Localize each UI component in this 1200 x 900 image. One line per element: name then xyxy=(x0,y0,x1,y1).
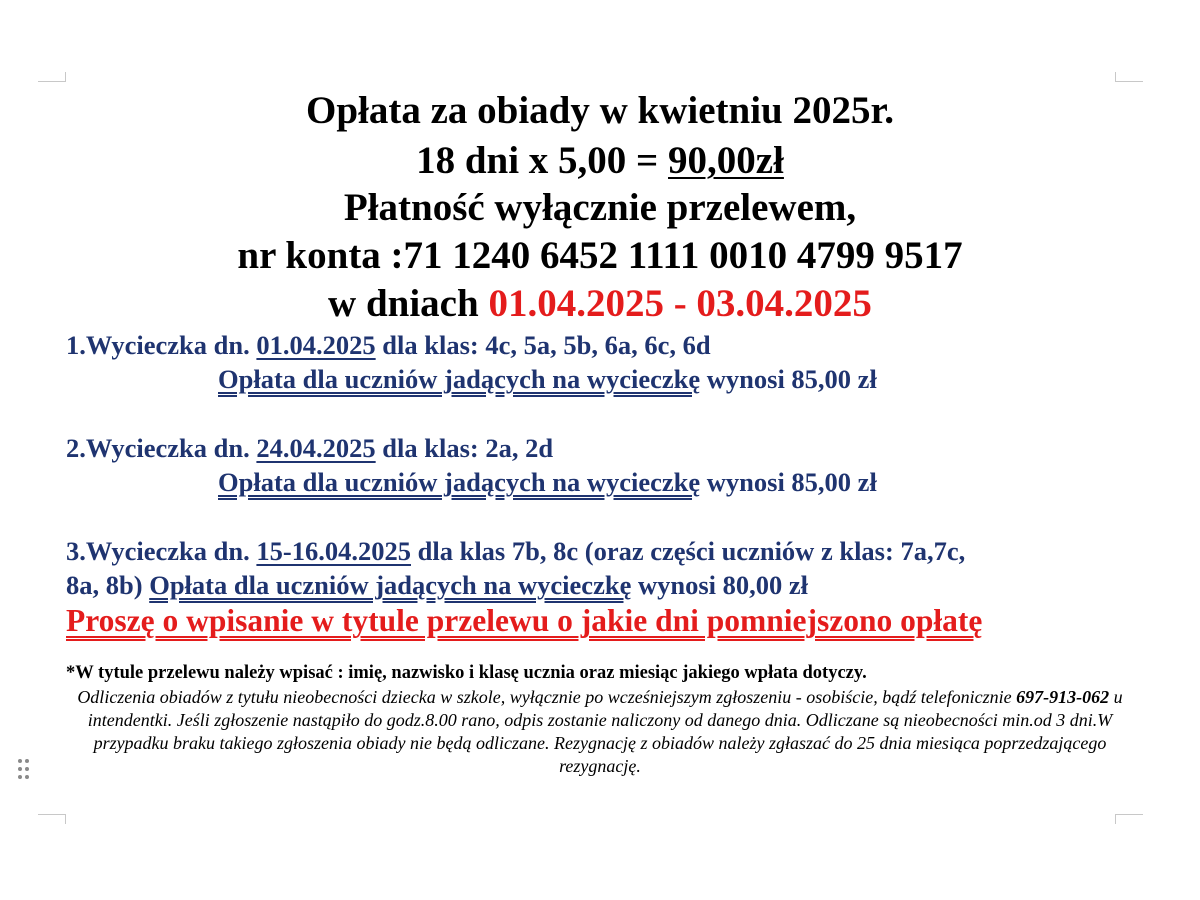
trip-1-fee-value: wynosi 85,00 zł xyxy=(700,364,877,394)
trip-1-date: 01.04.2025 xyxy=(256,330,376,360)
payment-method: Płatność wyłącznie przelewem, xyxy=(343,186,857,229)
calc-total: 90,00zł xyxy=(668,139,784,182)
crop-mark-bottom-left-h xyxy=(38,814,66,815)
crop-mark-top-left-h xyxy=(38,81,66,82)
crop-mark-top-left-v xyxy=(65,72,66,82)
account-number: nr konta :71 1240 6452 1111 0010 4799 9517 xyxy=(237,234,963,277)
trip-3-fee xyxy=(66,572,808,599)
trip-2-classes: dla klas: 2a, 2d xyxy=(375,433,554,463)
absence-info-part2: u intendentki. Jeśli zgłoszenie nastąpiło do godz.8.00 rano, odpis zostanie naliczony od danego dnia. Odliczane są nieobecności min.od 3 dni.W przypadku braku takiego zgłoszenia obiady nie będą odliczane. Rezygnację z obiadów należy zgłaszać do 25 dnia miesiąca poprzedzającego rezygnację. xyxy=(87,687,1123,776)
trip-2-fee-label: Opłata dla uczniów jadących na wycieczkę xyxy=(218,467,701,497)
payment-dates xyxy=(0,284,1200,323)
absence-info-part1: Odliczenia obiadów z tytułu nieobecności dziecka w szkole, wyłącznie po wcześniejszym zgłoszeniu - osobiście, bądź telefonicznie xyxy=(77,687,1017,707)
trip-3-date: 15-16.04.2025 xyxy=(256,536,411,566)
trip-3-classes: dla klas 7b, 8c (oraz części uczniów z klas: 7a,7c, xyxy=(410,536,966,566)
calc-prefix: 18 dni x 5,00 = xyxy=(416,139,669,182)
trip-1-prefix: 1.Wycieczka dn. xyxy=(66,330,257,360)
trip-2-line xyxy=(66,435,553,462)
trip-3-fee-value: wynosi 80,00 zł xyxy=(631,570,809,600)
trip-2-fee xyxy=(218,469,877,496)
block-drag-handle-icon[interactable] xyxy=(18,759,30,779)
contact-phone: 697-913-062 xyxy=(1016,687,1110,707)
trip-1-fee-label: Opłata dla uczniów jadących na wycieczkę xyxy=(218,364,701,394)
trip-1-line xyxy=(66,332,711,359)
crop-mark-top-right-h xyxy=(1115,81,1143,82)
trip-3-classes-cont: 8a, 8b) xyxy=(66,570,150,600)
dates-range: 01.04.2025 - 03.04.2025 xyxy=(488,282,872,325)
absence-info xyxy=(60,686,1140,778)
price-calculation xyxy=(0,141,1200,180)
trip-3-prefix: 3.Wycieczka dn. xyxy=(66,536,257,566)
document-title: Opłata za obiady w kwietniu 2025r. xyxy=(306,89,894,132)
trip-3-fee-label: Opłata dla uczniów jadących na wycieczkę xyxy=(149,570,632,600)
dates-prefix: w dniach xyxy=(328,282,489,325)
crop-mark-top-right-v xyxy=(1115,72,1116,82)
trip-1-classes: dla klas: 4c, 5a, 5b, 6a, 6c, 6d xyxy=(375,330,711,360)
trip-3-line xyxy=(66,538,965,565)
trip-2-prefix: 2.Wycieczka dn. xyxy=(66,433,257,463)
transfer-title-request: Proszę o wpisanie w tytule przelewu o jakie dni pomniejszono opłatę xyxy=(66,603,983,638)
trip-1-fee xyxy=(218,366,877,393)
trip-2-date: 24.04.2025 xyxy=(256,433,376,463)
crop-mark-bottom-right-h xyxy=(1115,814,1143,815)
trip-2-fee-value: wynosi 85,00 zł xyxy=(700,467,877,497)
crop-mark-bottom-right-v xyxy=(1115,814,1116,824)
crop-mark-bottom-left-v xyxy=(65,814,66,824)
transfer-title-note: *W tytule przelewu należy wpisać : imię, nazwisko i klasę ucznia oraz miesiąc jakiego wpłata dotyczy. xyxy=(66,663,867,683)
